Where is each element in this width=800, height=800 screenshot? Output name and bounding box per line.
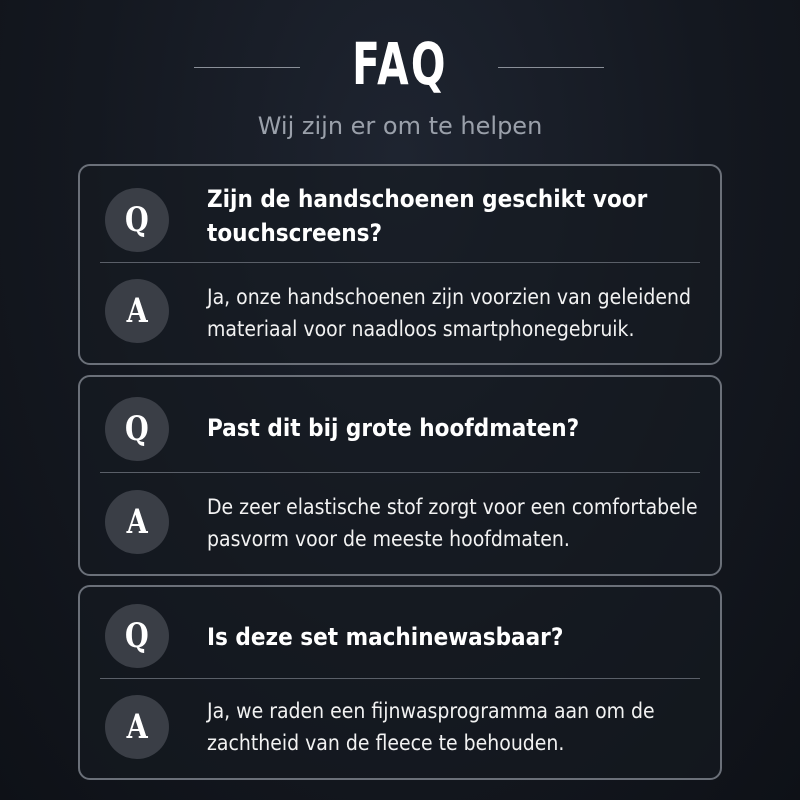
- answer-row: [80, 263, 720, 367]
- faq-item-head-size: [78, 375, 722, 576]
- page-subtitle: Wij zijn er om te helpen: [257, 112, 543, 140]
- question-badge: Q: [105, 397, 169, 461]
- answer-row: [80, 473, 720, 578]
- faq-item-machine-washable: [78, 585, 722, 780]
- question-row: [80, 377, 720, 472]
- question-text: Zijn de handschoenen geschikt voor touchscreens?: [207, 185, 648, 247]
- question-badge: Q: [105, 188, 169, 252]
- question-text: Past dit bij grote hoofdmaten?: [207, 414, 580, 442]
- faq-item-touchscreens: [78, 164, 722, 365]
- page-title: FAQ: [352, 30, 448, 98]
- faq-header: [0, 30, 800, 106]
- answer-text: Ja, onze handschoenen zijn voorzien van geleidend materiaal voor naadloos smartphonegebruik.: [207, 285, 692, 341]
- answer-badge: A: [105, 695, 169, 759]
- answer-badge: A: [105, 490, 169, 554]
- answer-text: De zeer elastische stof zorgt voor een comfortabele pasvorm voor de meeste hoofdmaten.: [207, 495, 698, 551]
- question-text: Is deze set machinewasbaar?: [207, 623, 564, 651]
- answer-badge: A: [105, 279, 169, 343]
- question-badge: Q: [105, 604, 169, 668]
- header-divider-right: [498, 67, 604, 68]
- question-row: [80, 587, 720, 679]
- answer-row: [80, 679, 720, 782]
- question-row: [80, 166, 720, 263]
- answer-text: Ja, we raden een fijnwasprogramma aan om de zachtheid van de fleece te behouden.: [207, 699, 655, 755]
